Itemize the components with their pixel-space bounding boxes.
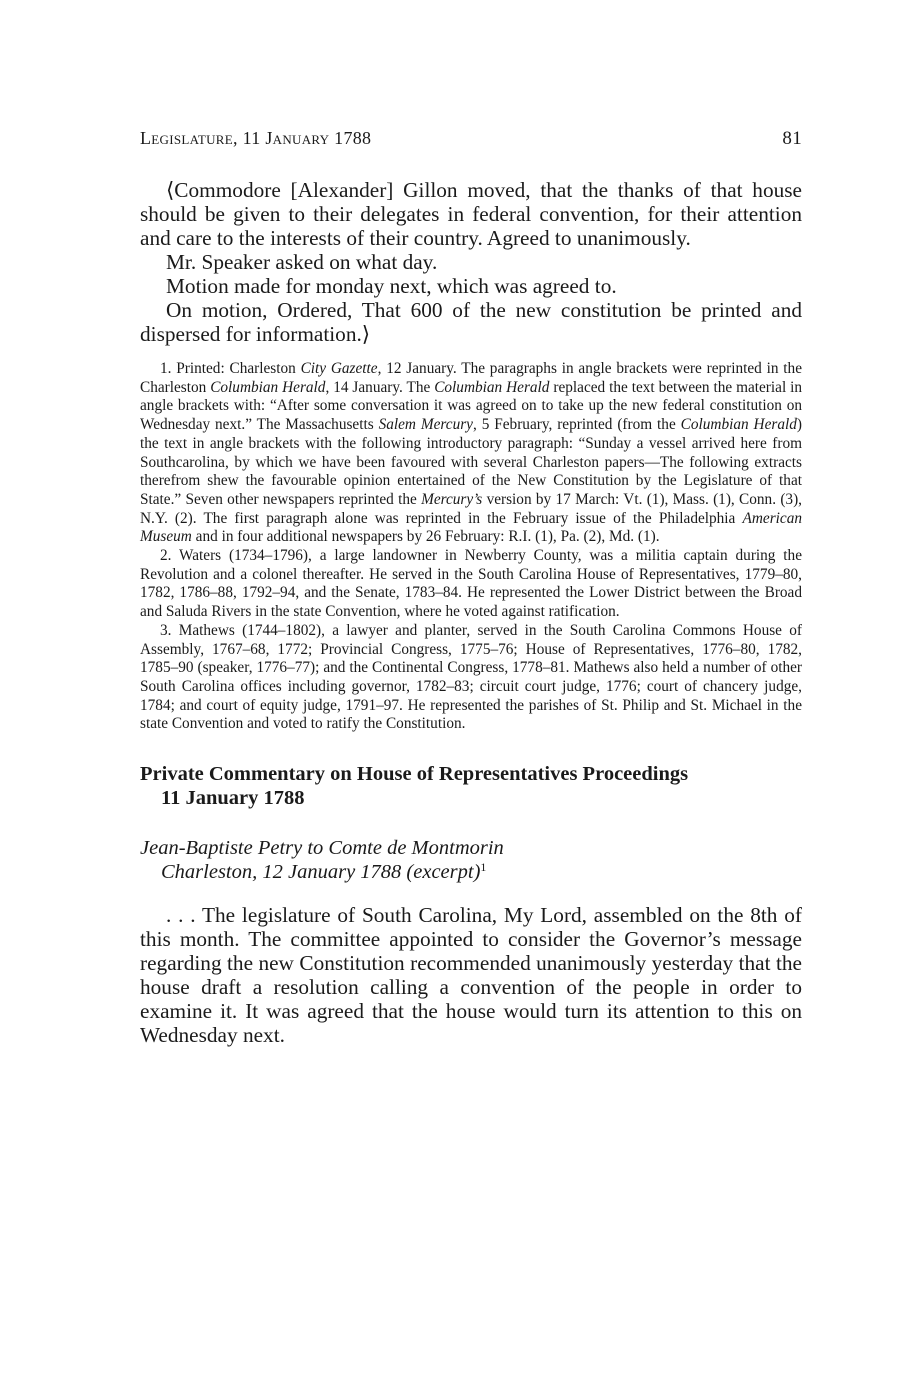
section-heading-date: 11 January 1788 <box>161 787 305 810</box>
footnote-1-text: , 14 January. The <box>325 378 435 396</box>
running-head <box>140 128 802 156</box>
footnote-1-text: 1. Printed: Charleston <box>160 360 301 377</box>
footnote-1-text: and in four additional newspapers by 26 February: R.I. (1), Pa. (2), Md. (1). <box>191 528 660 546</box>
footnote-1-newspaper: Columbian Herald <box>434 378 550 396</box>
document-body <box>140 903 802 1047</box>
footnote-1-newspaper: City Gazette <box>300 360 378 377</box>
page <box>140 128 802 1047</box>
page-number: 81 <box>782 128 802 149</box>
paragraph-gillon-motion: ⟨Commodore [Alexander] Gillon moved, that the thanks of that house should be given to their delegates in federal convention, for their attention and care to the interests of their country. Agreed to unanimously. <box>140 178 802 250</box>
document-heading <box>140 836 802 884</box>
footnote-1-text: ) the text in angle brackets with the following introductory paragraph: “Sunday a vessel arrived here from Southcarolina, by which we have been favoured with several Charleston papers—The following extracts therefrom shew the favourable opinion entertained of the New Constitution by the Legislature of that State.” Seven other newspapers reprinted the <box>140 416 802 508</box>
footnote-1-newspaper: American Museum <box>140 509 802 546</box>
paragraph-motion-monday: Motion made for monday next, which was agreed to. <box>166 274 617 298</box>
running-head-title: Legislature, 11 January 1788 <box>140 128 372 148</box>
footnote-1-text: , 12 January. The paragraphs in angle brackets were reprinted in the Charleston <box>140 360 802 396</box>
footnotes <box>140 360 802 734</box>
footnote-1-text: replaced the text between the material in angle brackets with: “After some conversation it was agreed on to take up the new federal constitution on Wednesday next.” The Massachusetts <box>140 378 803 434</box>
footnote-1-newspaper: Columbian Herald <box>210 378 326 396</box>
document-body-paragraph: . . . The legislature of South Carolina, My Lord, assembled on the 8th of this month. The committee appointed to consider the Governor’s message regarding the new Constitution recommended unanimously yesterday that the house draft a resolution calling a convention of the people in order to examine it. It was agreed that the house would turn its attention to this on Wednesday next. <box>140 903 802 1048</box>
section-heading-line1: Private Commentary on House of Representatives Proceedings <box>140 763 689 786</box>
footnote-3: 3. Mathews (1744–1802), a lawyer and planter, served in the South Carolina Commons House of Assembly, 1767–68, 1772; Provincial Congress, 1775–76; House of Representatives, 1776–80, 1782, 1785–90 (speaker, 1776–77); and the Continental Congress, 1778–81. Mathews also held a number of other South Carolina offices including governor, 1782–83; circuit court judge, 1776; court of chancery judge, 1784; and court of equity judge, 1791–97. He represented the parishes of St. Philip and St. Michael in the state Convention and voted to ratify the Constitution. <box>140 621 802 733</box>
footnote-1-newspaper: Salem Mercury <box>378 416 473 434</box>
paragraph-speaker-asked: Mr. Speaker asked on what day. <box>166 250 438 274</box>
section-heading <box>140 762 802 810</box>
main-text-block <box>140 178 802 346</box>
footnote-1-text: , 5 February, reprinted (from the <box>472 416 681 434</box>
footnote-2: 2. Waters (1734–1796), a large landowner in Newberry County, was a militia captain during the Revolution and a colonel thereafter. He served in the South Carolina House of Representatives, 1779–80, 1782, 1786–88, 1792–94, and the Senate, 1783–84. He represented the Lower District between the Broad and Saluda Rivers in the state Convention, where he voted against ratification. <box>140 547 802 621</box>
paragraph-ordered-printed: On motion, Ordered, That 600 of the new constitution be printed and dispersed for information.⟩ <box>140 298 802 346</box>
document-heading-place-date <box>140 860 802 884</box>
footnote-1 <box>140 360 802 547</box>
footnote-1-newspaper: Mercury’s <box>421 490 483 508</box>
document-heading-dateline: Charleston, 12 January 1788 (excerpt) <box>161 861 481 884</box>
note-reference: 1 <box>480 860 487 875</box>
document-heading-title: Jean-Baptiste Petry to Comte de Montmorin <box>140 837 504 860</box>
footnote-1-newspaper: Columbian Herald <box>680 416 797 434</box>
footnote-1-text: version by 17 March: Vt. (1), Mass. (1), Conn. (3), N.Y. (2). The first paragraph alone was reprinted in the February issue of the Philadelphia <box>140 490 802 527</box>
